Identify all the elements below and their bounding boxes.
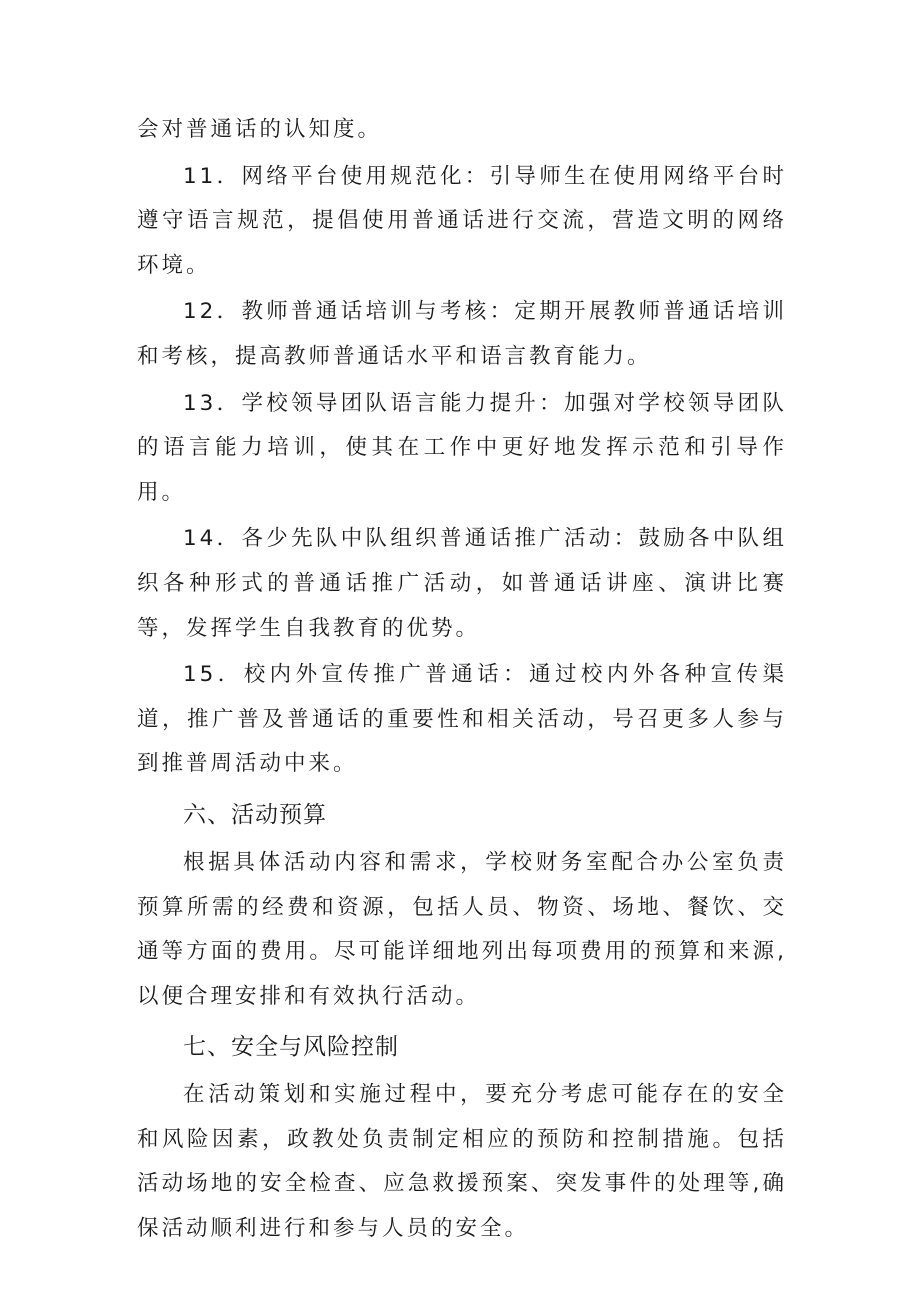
list-item-13	[137, 382, 787, 516]
section-body-safety: 在活动策划和实施过程中，要充分考虑可能存在的安全和风险因素，政教处负责制定相应的预防和控制措施。包括活动场地的安全检查、应急救援预案、突发事件的处理等,确保活动顺利进行和参与人员的安全。	[137, 1082, 787, 1242]
item-text: 定期开展教师普通话培训和考核，提高教师普通话水平和语言教育能力。	[137, 299, 787, 369]
list-item-15	[137, 653, 787, 787]
continuation-paragraph: 会对普通话的认知度。	[137, 117, 383, 142]
list-item-12	[137, 290, 787, 379]
document-body	[137, 108, 787, 1252]
item-label: 13．学校领导团队语言能力提升：	[183, 390, 564, 416]
item-text: 鼓励各中队组织各种形式的普通话推广活动，如普通话讲座、演讲比赛等，发挥学生自我教育的优势。	[137, 526, 787, 641]
item-label: 11．网络平台使用规范化：	[183, 163, 490, 189]
item-text: 引导师生在使用网络平台时遵守语言规范，提倡使用普通话进行交流，营造文明的网络环境。	[137, 163, 787, 278]
item-text: 通过校内外各种宣传渠道，推广普及普通话的重要性和相关活动，号召更多人参与到推普周活动中来。	[137, 662, 787, 777]
item-label: 14．各少先队中队组织普通话推广活动：	[183, 526, 639, 552]
section-heading-safety: 七、安全与风险控制	[183, 1034, 399, 1061]
list-item-11	[137, 155, 787, 289]
section-body-budget: 根据具体活动内容和需求，学校财务室配合办公室负责预算所需的经费和资源，包括人员、物资、场地、餐饮、交通等方面的费用。尽可能详细地列出每项费用的预算和来源,以便合理安排和有效执行活动。	[137, 849, 787, 1009]
item-label: 12．教师普通话培训与考核：	[183, 299, 515, 325]
list-item-14	[137, 517, 787, 651]
item-label: 15．校内外宣传推广普通话：	[183, 662, 530, 688]
item-text: 加强对学校领导团队的语言能力培训，使其在工作中更好地发挥示范和引导作用。	[137, 390, 787, 505]
section-heading-budget: 六、活动预算	[183, 801, 327, 828]
